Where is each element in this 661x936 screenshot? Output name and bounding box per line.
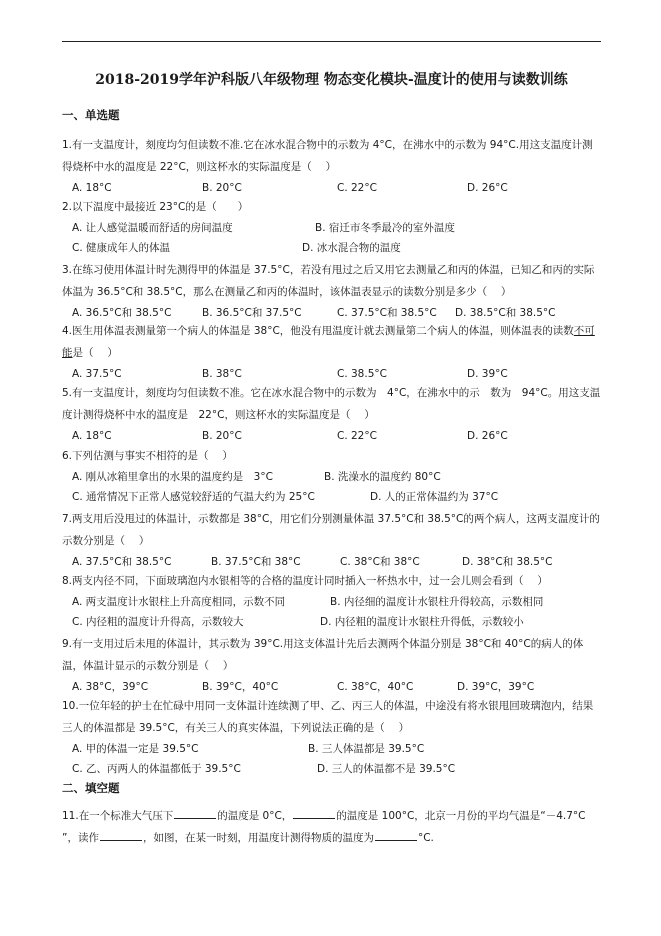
option-b[interactable]: B. 三人体温都是 39.5°C (308, 743, 425, 755)
option-d[interactable]: D. 39°C (467, 368, 508, 380)
option-b[interactable]: B. 20°C (202, 430, 242, 442)
question-10 (62, 695, 602, 779)
option-a[interactable]: A. 18°C (72, 182, 112, 194)
option-d[interactable]: D. 冰水混合物的温度 (302, 242, 401, 254)
emphasis-underline: 不可能 (62, 325, 595, 359)
option-a[interactable]: A. 36.5°C和 38.5°C (72, 307, 172, 319)
option-b[interactable]: B. 39°C，40°C (202, 681, 279, 693)
question-text: 11.在一个标准大气压下 的温度是 0°C， 的温度是 100°C，北京一月份的平均气温是“－4.7°C ”，读作 ，如图，在某一时刻，用温度计测得物质的温度为 °C. (62, 805, 602, 849)
question-options (62, 759, 602, 779)
question-9 (62, 633, 602, 697)
option-c[interactable]: C. 乙、丙两人的体温都低于 39.5°C (72, 763, 241, 775)
question-4 (62, 320, 602, 384)
question-5 (62, 382, 602, 446)
option-c[interactable]: C. 健康成年人的体温 (72, 242, 171, 254)
question-text: 8.两支内径不同，下面玻璃泡内水银相等的合格的温度计同时插入一杯热水中，过一会儿则会看到（ ） (62, 575, 548, 587)
option-d[interactable]: D. 人的正常体温约为 37°C (370, 491, 499, 503)
option-d[interactable]: D. 26°C (467, 182, 508, 194)
question-options (62, 612, 602, 632)
option-c[interactable]: C. 38.5°C (337, 368, 387, 380)
question-text: 7.两支用后没甩过的体温计，示数都是 38°C，用它们分别测量体温 37.5°C和 38.5°C的两个病人，这两支温度计的示数分别是（ ） (62, 513, 600, 547)
question-text: 2.以下温度中最接近 23°C的是（ ） (62, 201, 249, 213)
answer-blank-4[interactable] (375, 828, 417, 841)
question-options (62, 592, 602, 612)
option-d[interactable]: D. 39°C，39°C (457, 681, 535, 693)
option-a[interactable]: A. 37.5°C和 38.5°C (72, 556, 172, 568)
question-options (62, 487, 602, 507)
option-a[interactable]: A. 两支温度计水银柱上升高度相同，示数不同 (72, 596, 286, 608)
question-options (62, 238, 602, 258)
option-b[interactable]: B. 36.5°C和 37.5°C (202, 307, 302, 319)
question-options (62, 467, 602, 487)
question-options (62, 364, 602, 384)
option-c[interactable]: C. 内径粗的温度计升得高，示数较大 (72, 616, 244, 628)
option-a[interactable]: A. 38°C，39°C (72, 681, 149, 693)
option-b[interactable]: B. 37.5°C和 38°C (211, 556, 301, 568)
option-b[interactable]: B. 20°C (202, 182, 242, 194)
section-heading-single-choice: 一、单选题 (62, 108, 120, 122)
option-d[interactable]: D. 38.5°C和 38.5°C (455, 307, 556, 319)
option-a[interactable]: A. 37.5°C (72, 368, 122, 380)
option-b[interactable]: B. 宿迁市冬季最冷的室外温度 (315, 222, 455, 234)
option-b[interactable]: B. 内径细的温度计水银柱升得较高，示数相同 (330, 596, 544, 608)
option-c[interactable]: C. 38°C，40°C (337, 681, 414, 693)
option-c[interactable]: C. 22°C (337, 430, 377, 442)
question-8 (62, 570, 602, 632)
header-rule (62, 41, 601, 42)
question-6 (62, 445, 602, 507)
answer-blank-3[interactable] (100, 828, 142, 841)
question-text: 4.医生用体温表测量第一个病人的体温是 38°C，他没有甩温度计就去测量第二个病人的体温，则体温表的读数不可能是（ ） (62, 325, 595, 359)
option-a[interactable]: A. 刚从冰箱里拿出的水果的温度约是 3°C (72, 471, 273, 483)
option-d[interactable]: D. 38°C和 38.5°C (462, 556, 553, 568)
question-options (62, 552, 602, 572)
question-3 (62, 259, 602, 323)
option-d[interactable]: D. 三人的体温都不是 39.5°C (317, 763, 456, 775)
question-1 (62, 134, 602, 198)
question-2 (62, 196, 602, 258)
question-text: 3.在练习使用体温计时先测得甲的体温是 37.5°C，若没有甩过之后又用它去测量乙和丙的体温，已知乙和丙的实际体温为 36.5°C和 38.5°C，那么在测量乙和丙的体温时，该体温表显示的读数分别是多少（ ） (62, 264, 595, 298)
question-options (62, 218, 602, 238)
option-c[interactable]: C. 22°C (337, 182, 377, 194)
question-options (62, 426, 602, 446)
option-c[interactable]: C. 38°C和 38°C (340, 556, 420, 568)
question-text: 5.有一支温度计，刻度均匀但读数不准。它在冰水混合物中的示数为 4°C，在沸水中的示 数为 94°C。用这支温度计测得烧杯中水的温度是 22°C，则这杯水的实际温度是（ ） (62, 387, 601, 421)
question-options (62, 739, 602, 759)
option-d[interactable]: D. 内径粗的温度计水银柱升得低，示数较小 (320, 616, 524, 628)
option-b[interactable]: B. 38°C (202, 368, 242, 380)
page-title: 2018-2019学年沪科版八年级物理 物态变化模块-温度计的使用与读数训练 (95, 72, 568, 88)
question-text: 6.下列估测与事实不相符的是（ ） (62, 450, 233, 462)
question-7 (62, 508, 602, 572)
option-a[interactable]: A. 甲的体温一定是 39.5°C (72, 743, 199, 755)
option-c[interactable]: C. 通常情况下正常人感觉较舒适的气温大约为 25°C (72, 491, 315, 503)
section-heading-fill-blank: 二、填空题 (62, 781, 120, 795)
answer-blank-2[interactable] (293, 806, 335, 819)
question-text: 10.一位年轻的护士在忙碌中用同一支体温计连续测了甲、乙、丙三人的体温，中途没有将水银甩回玻璃泡内，结果三人的体温都是 39.5°C，有关三人的真实体温，下列说法正确的是（ ） (62, 700, 594, 734)
answer-blank-1[interactable] (174, 806, 216, 819)
question-text: 9.有一支用过后未甩的体温计，其示数为 39°C.用这支体温计先后去测两个体温分别是 38°C和 40°C的病人的体温，体温计显示的示数分别是（ ） (62, 638, 584, 672)
option-a[interactable]: A. 18°C (72, 430, 112, 442)
option-a[interactable]: A. 让人感觉温暖而舒适的房间温度 (72, 222, 233, 234)
question-text: 1.有一支温度计，刻度均匀但读数不准.它在冰水混合物中的示数为 4°C，在沸水中的示数为 94°C.用这支温度计测得烧杯中水的温度是 22°C，则这杯水的实际温度是（ ） (62, 139, 593, 173)
question-11 (62, 805, 602, 849)
option-b[interactable]: B. 洗澡水的温度约 80°C (324, 471, 441, 483)
option-c[interactable]: C. 37.5°C和 38.5°C (337, 307, 437, 319)
question-options (62, 178, 602, 198)
option-d[interactable]: D. 26°C (467, 430, 508, 442)
question-options (62, 677, 602, 697)
